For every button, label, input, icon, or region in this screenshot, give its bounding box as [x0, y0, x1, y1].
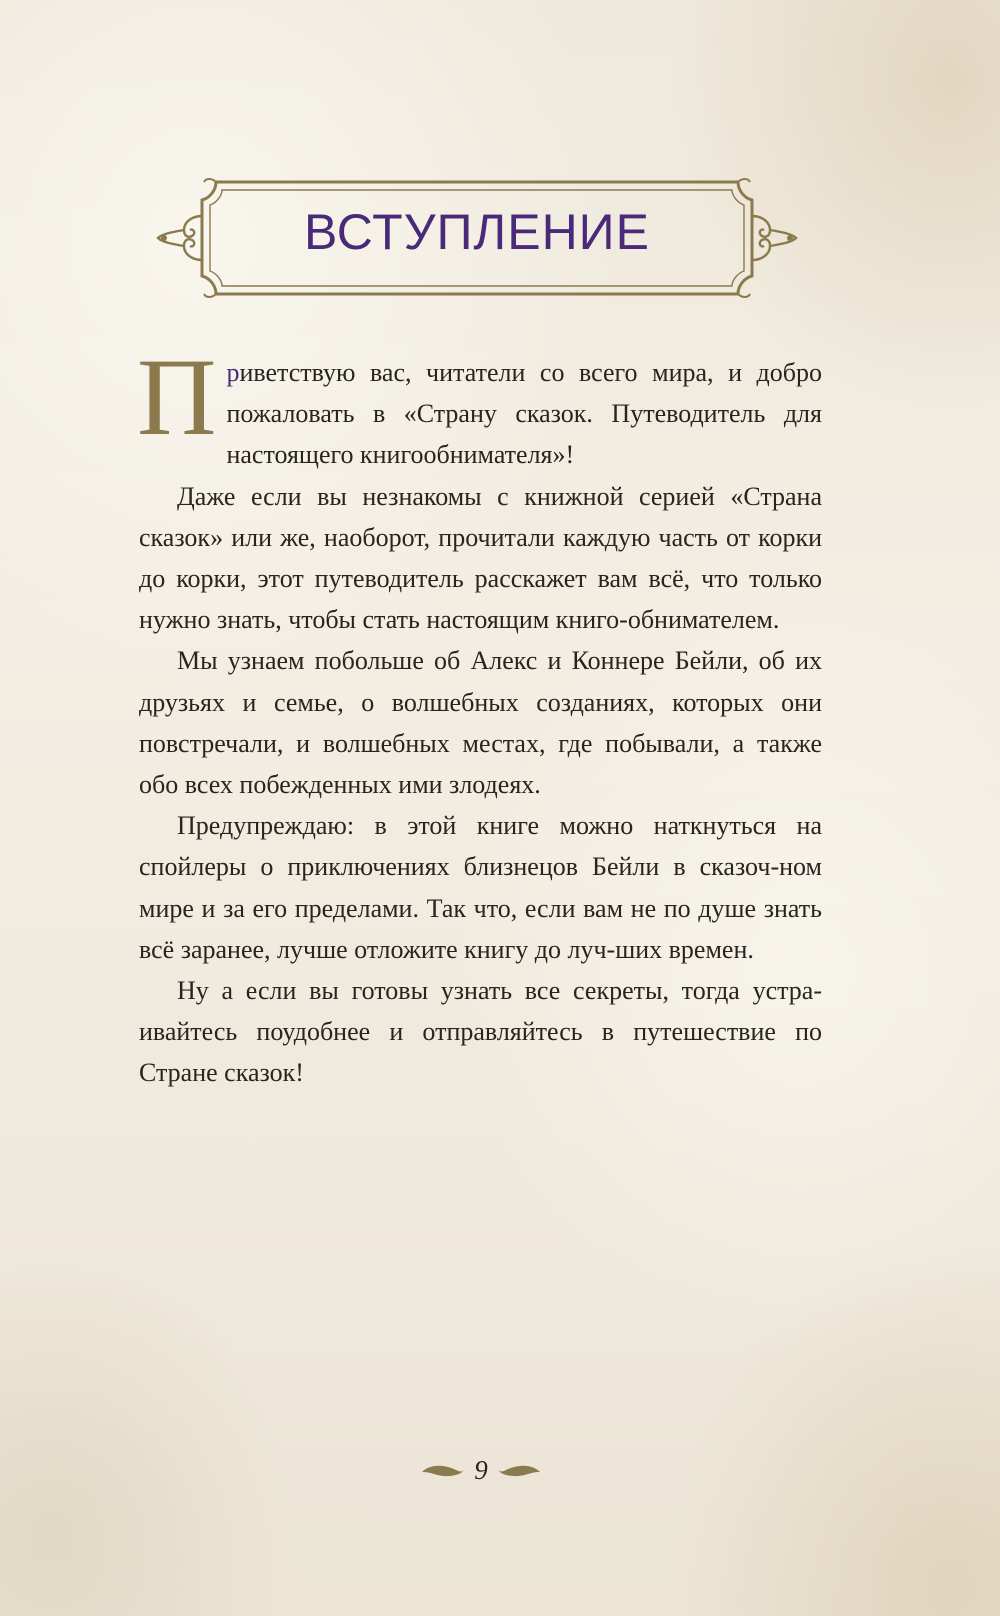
paragraph-1 — [137, 336, 822, 476]
paragraph-3: Мы узнаем побольше об Алекс и Коннере Бейли, об их друзьях и семье, о волшебных созданиях, которых они повстречали, и волшебных местах, где побывали, а также обо всех побежденных ими злодеях. — [139, 646, 822, 800]
paragraph-2: Даже если вы незнакомы с книжной серией «Страна сказок» или же, наоборот, прочитали каждую часть от корки до корки, этот путеводитель расскажет вам всё, что только нужно знать, чтобы стать настоящим книго-обнимателем. — [139, 481, 822, 635]
chapter-title: ВСТУПЛЕНИЕ — [304, 204, 650, 260]
lead-letter: р — [226, 358, 240, 387]
paragraph-5: Ну а если вы готовы узнать все секреты, тогда устра-ивайтесь поудобнее и отправляйтесь в путешествие по Стране сказок! — [139, 976, 822, 1088]
page-number: 9 — [474, 1455, 488, 1485]
drop-cap: П — [137, 336, 217, 458]
paragraph-4: Предупреждаю: в этой книге можно наткнуться на спойлеры о приключениях близнецов Бейли в сказоч-ном мире и за его пределами. Так что, если вам не по душе знать всё заранее, лучше отложите книгу до луч-ших времен. — [139, 811, 822, 964]
chapter-title-frame — [152, 176, 802, 300]
paragraph-text: иветствую вас, читатели со всего мира, и добро пожаловать в «Страну сказок. Путеводитель для настоящего книгообнимателя»! — [226, 358, 822, 470]
chapter-body — [137, 336, 822, 1094]
page-footer — [416, 1450, 546, 1490]
